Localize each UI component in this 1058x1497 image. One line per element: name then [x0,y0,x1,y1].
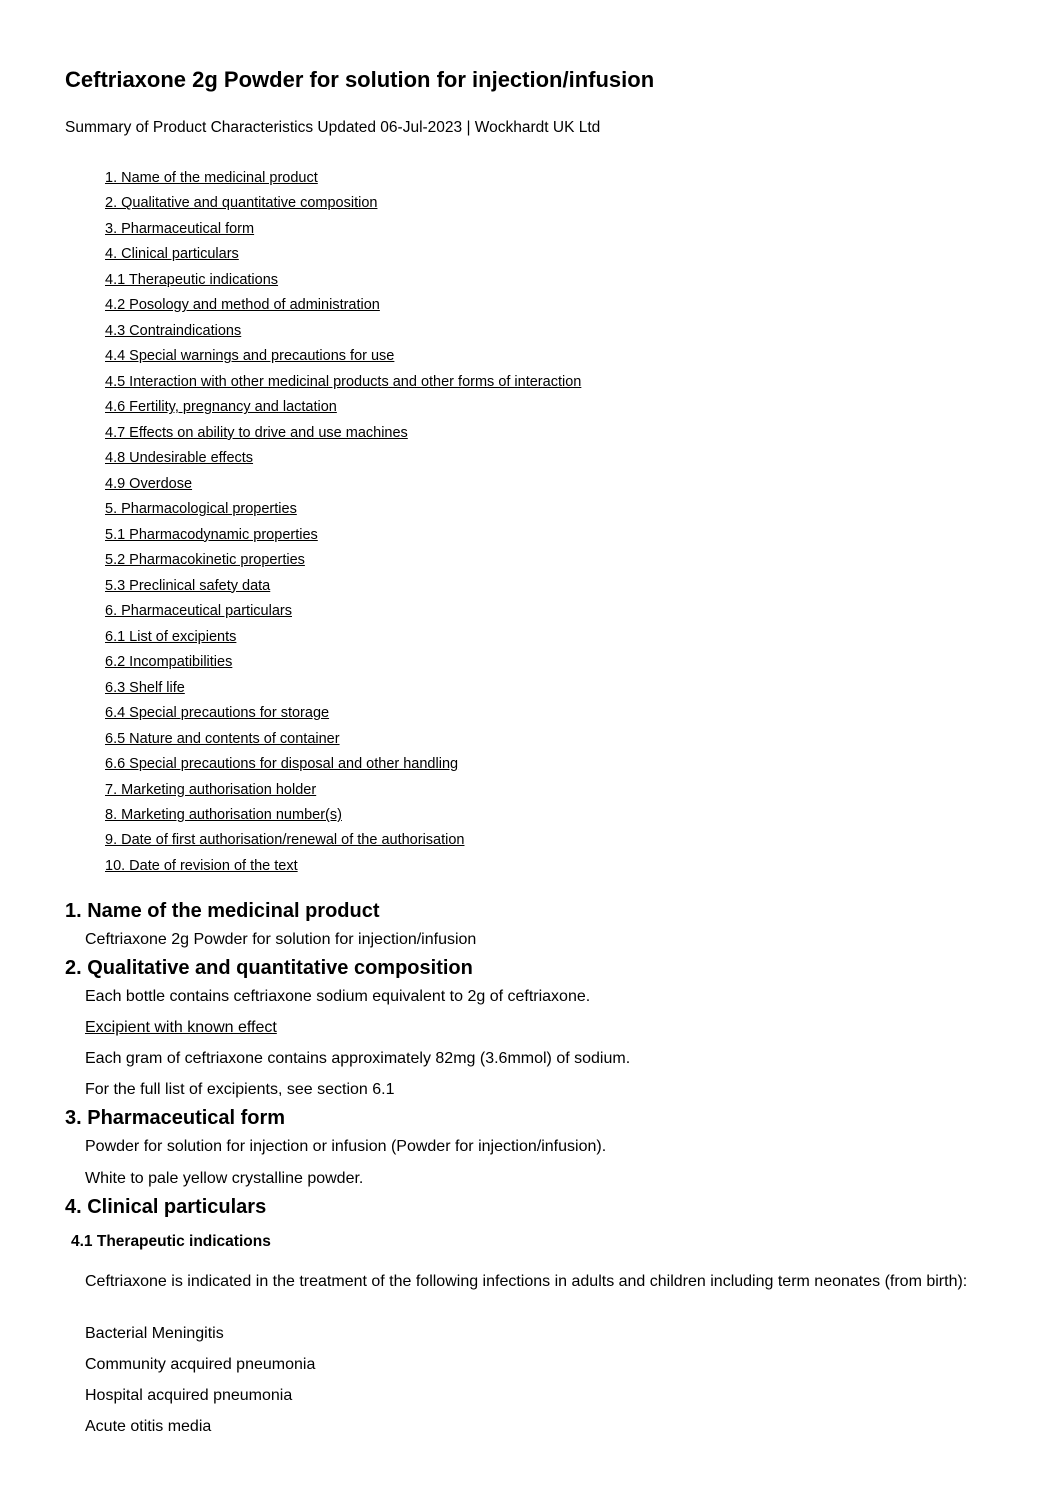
excipient-link[interactable]: Excipient with known effect [85,1019,277,1036]
document-subtitle: Summary of Product Characteristics Updated 06-Jul-2023 | Wockhardt UK Ltd [65,119,601,136]
excipients-ref-text: For the full list of excipients, see section 6.1 [85,1081,395,1098]
toc-link[interactable]: 6.4 Special precautions for storage [105,705,330,722]
toc-link[interactable]: 5.2 Pharmacokinetic properties [105,552,305,569]
product-name-text: Ceftriaxone 2g Powder for solution for injection/infusion [85,931,477,948]
form-text: Powder for solution for injection or infusion (Powder for injection/infusion). [85,1138,607,1155]
section-heading-2: 2. Qualitative and quantitative composition [65,957,473,979]
composition-text: Each bottle contains ceftriaxone sodium equivalent to 2g of ceftriaxone. [85,988,591,1005]
toc-link[interactable]: 8. Marketing authorisation number(s) [105,807,342,823]
section-heading-4: 4. Clinical particulars [65,1196,267,1218]
section-heading-3: 3. Pharmaceutical form [65,1107,286,1129]
indication-item: Hospital acquired pneumonia [85,1387,293,1404]
toc-link[interactable]: 7. Marketing authorisation holder [105,781,317,798]
document-title: Ceftriaxone 2g Powder for solution for injection/infusion [65,67,655,92]
indication-item: Acute otitis media [85,1418,212,1435]
indication-item: Bacterial Meningitis [85,1325,224,1342]
sodium-text: Each gram of ceftriaxone contains approximately 82mg (3.6mmol) of sodium. [85,1050,631,1067]
toc-link[interactable]: 6.5 Nature and contents of container [105,730,340,747]
indications-intro: Ceftriaxone is indicated in the treatment of the following infections in adults and children including term neonates (from birth): [85,1273,968,1290]
subsection-heading-4-1: 4.1 Therapeutic indications [71,1233,271,1250]
toc-link[interactable]: 10. Date of revision of the text [105,857,298,874]
toc-link[interactable]: 3. Pharmaceutical form [105,220,255,237]
toc-link[interactable]: 4.1 Therapeutic indications [105,271,279,288]
toc-link[interactable]: 4.6 Fertility, pregnancy and lactation [105,399,337,416]
toc-link[interactable]: 4.3 Contraindications [105,322,242,339]
toc-link[interactable]: 5. Pharmacological properties [105,501,297,518]
indication-item: Community acquired pneumonia [85,1356,316,1373]
toc-link[interactable]: 6.6 Special precautions for disposal and other handling [105,756,459,773]
toc-link[interactable]: 6.1 List of excipients [105,628,237,645]
toc-link[interactable]: 4.4 Special warnings and precautions for use [105,348,395,365]
toc-link[interactable]: 6. Pharmaceutical particulars [105,603,292,620]
toc-link[interactable]: 4. Clinical particulars [105,246,239,263]
toc-link[interactable]: 2. Qualitative and quantitative composition [105,195,378,212]
toc-link[interactable]: 4.8 Undesirable effects [105,450,254,467]
toc-link[interactable]: 4.7 Effects on ability to drive and use machines [105,424,408,441]
section-heading-1: 1. Name of the medicinal product [65,900,380,922]
toc-link[interactable]: 5.1 Pharmacodynamic properties [105,526,318,543]
toc-link[interactable]: 9. Date of first authorisation/renewal of the authorisation [105,832,465,849]
toc-link[interactable]: 4.2 Posology and method of administration [105,297,380,314]
toc-link[interactable]: 4.9 Overdose [105,475,193,492]
appearance-text: White to pale yellow crystalline powder. [85,1170,364,1187]
toc-link[interactable]: 6.2 Incompatibilities [105,654,233,671]
toc-link[interactable]: 6.3 Shelf life [105,679,185,696]
toc-link[interactable]: 4.5 Interaction with other medicinal products and other forms of interaction [105,373,582,390]
toc-link[interactable]: 5.3 Preclinical safety data [105,577,271,594]
toc-link[interactable]: 1. Name of the medicinal product [105,170,318,186]
